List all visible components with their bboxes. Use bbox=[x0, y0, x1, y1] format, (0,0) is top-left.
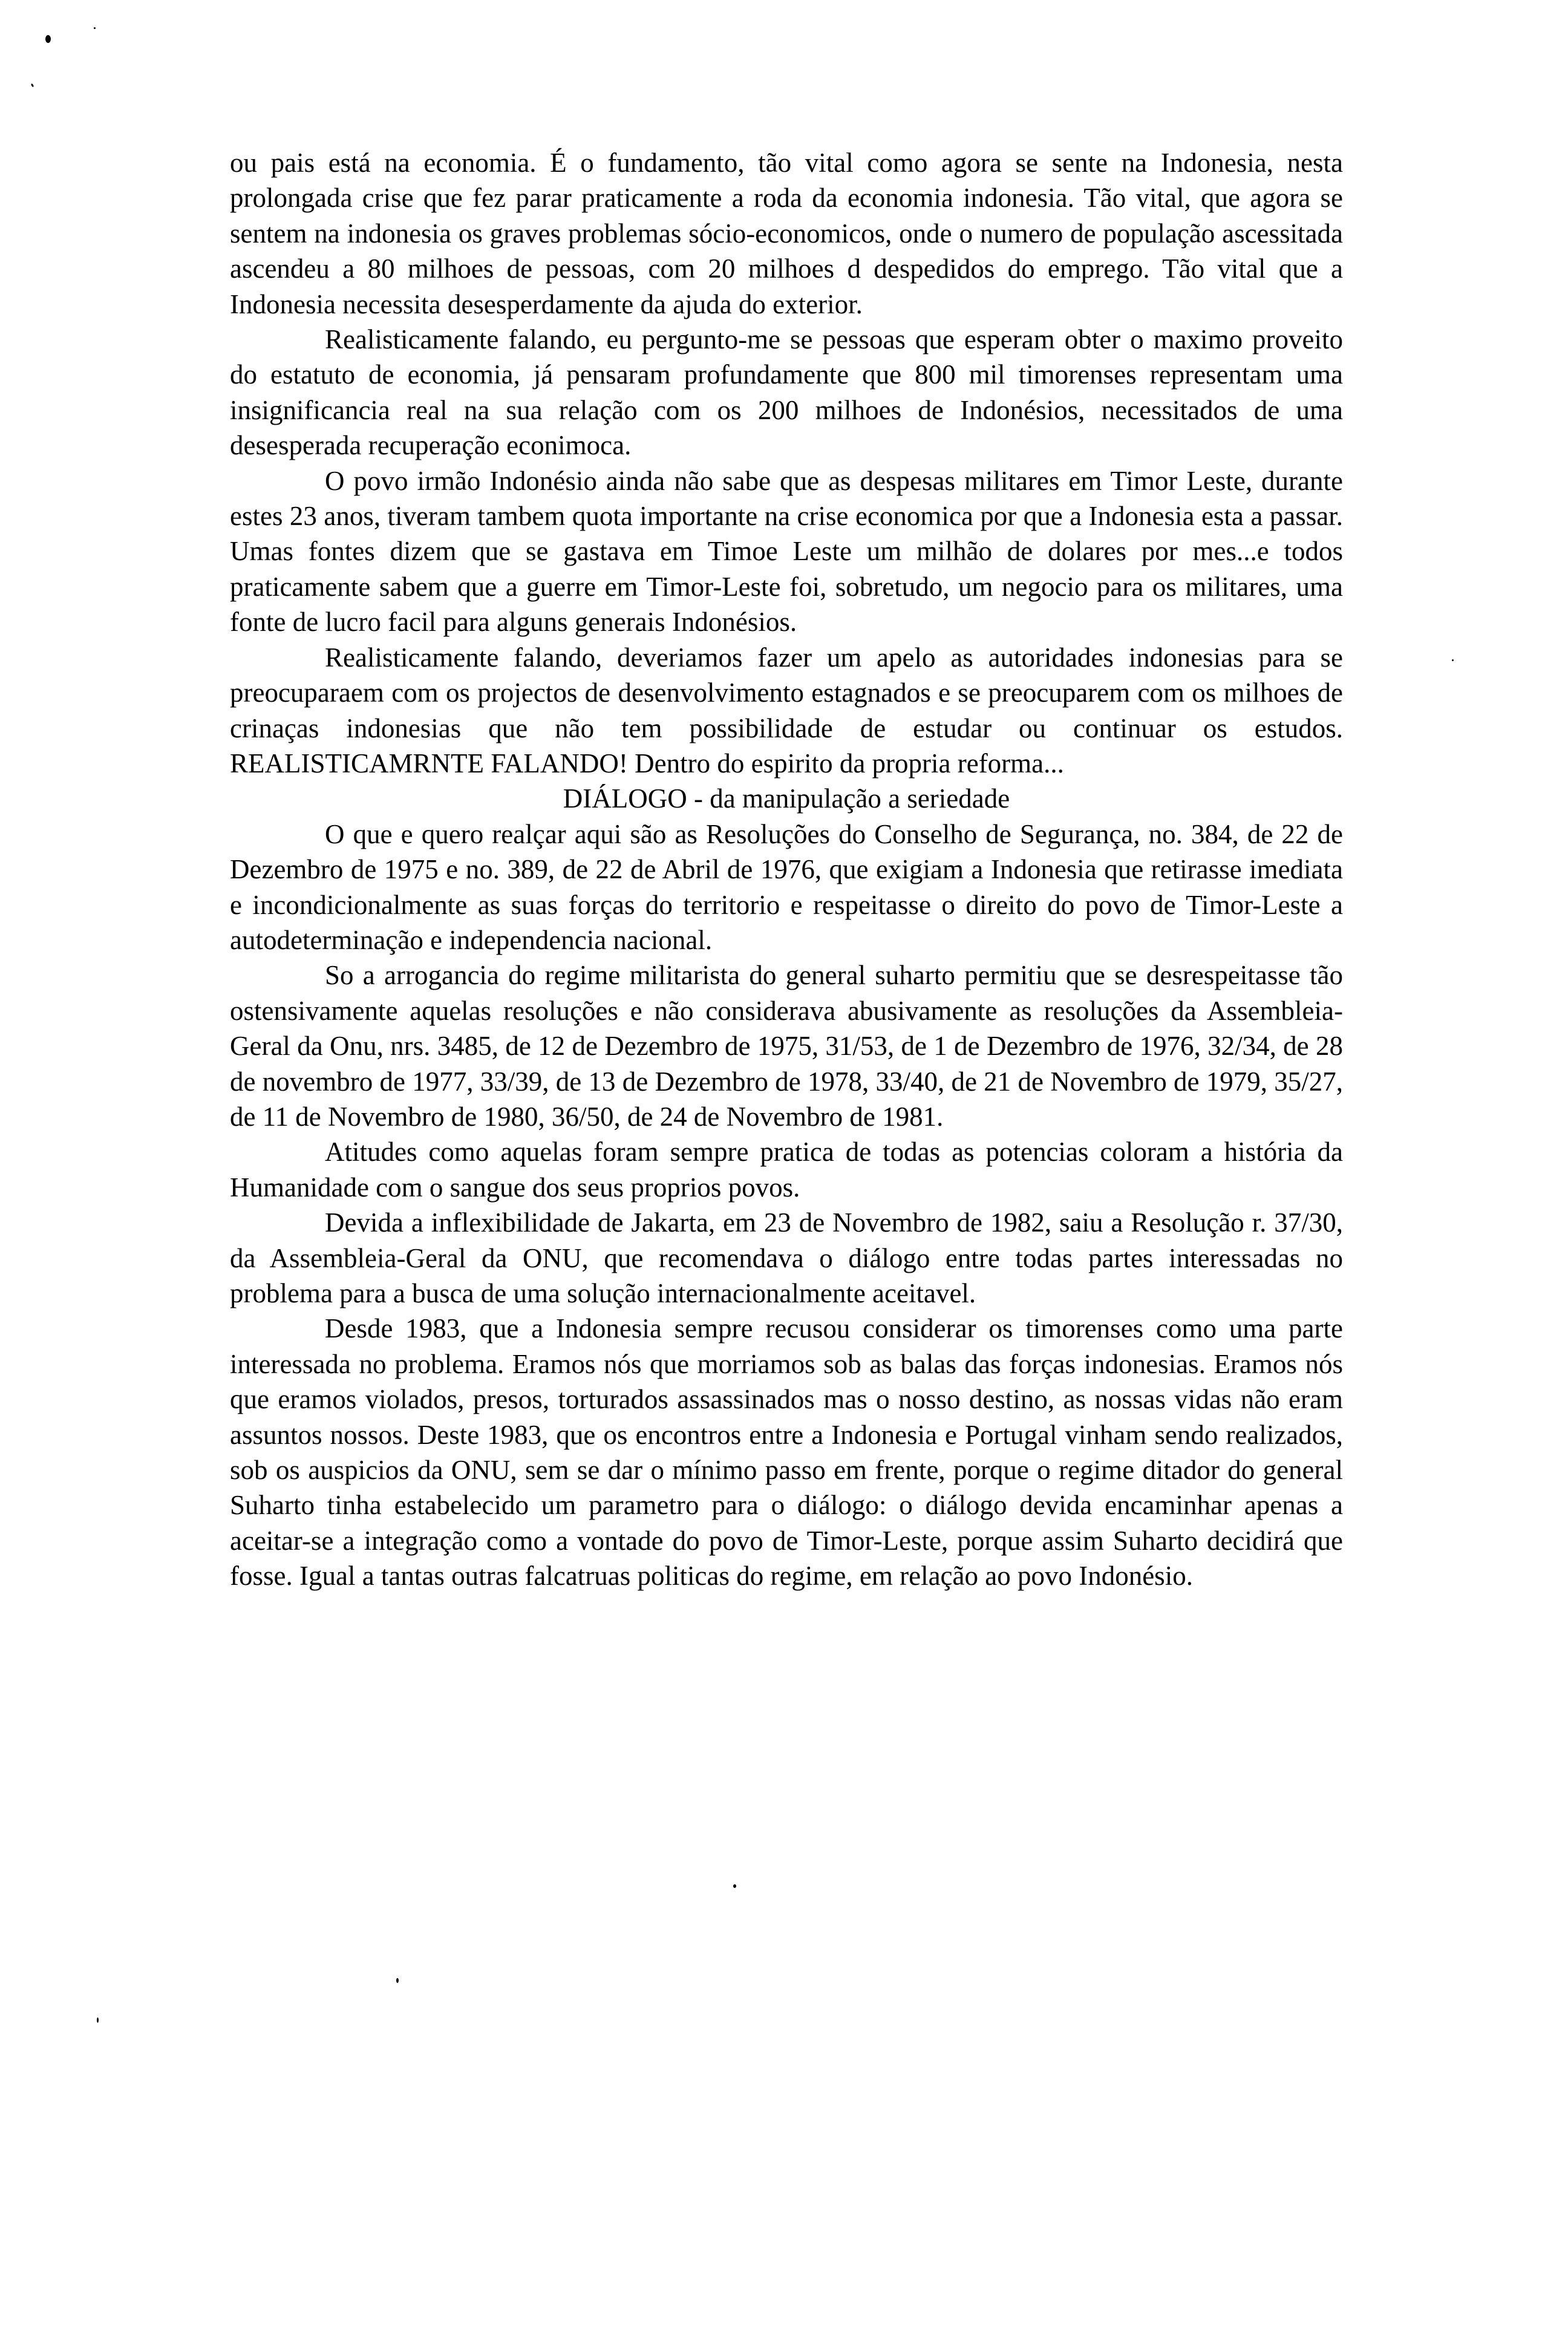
section-heading-dialogo: DIÁLOGO - da manipulação a seriedade bbox=[563, 783, 1010, 814]
paragraph-atitudes: Atitudes como aquelas foram sempre pratica de todas as potencias coloram a história da Humanidade com o sangue dos seus proprios povos. bbox=[230, 1137, 1343, 1203]
scan-speck bbox=[396, 1978, 399, 1983]
paragraph-resolucoes-conselho: O que e quero realçar aqui são as Resoluções do Conselho de Segurança, no. 384, de 22 de Dezembro de 1975 e no. 389, de 22 de Abril de 1976, que exigiam a Indonesia que retirasse imediata e incondicionalmente as suas forças do territorio e respeitasse o direito do povo de Timor-Leste a autodeterminação e independencia nacional. bbox=[230, 818, 1343, 955]
paragraph-inflexibilidade: Devida a inflexibilidade de Jakarta, em 23 de Novembro de 1982, saiu a Resolução r. 37/30, da Assembleia-Geral da ONU, que recomendava o diálogo entre todas partes interessadas no problema para a busca de uma solução internacionalmente aceitavel. bbox=[230, 1207, 1343, 1308]
paragraph-realisticamente-1: Realisticamente falando, eu pergunto-me se pessoas que esperam obter o maximo proveito do estatuto de economia, já pensaram profundamente que 800 mil timorenses representam uma insignificancia real na sua relação com os 200 milhoes de Indonésios, necessitados de uma desesperada recuperação econimoca. bbox=[230, 324, 1343, 461]
scan-speck bbox=[97, 2017, 99, 2023]
paragraph-economia: ou pais está na economia. É o fundamento, tão vital como agora se sente na Indonesia, nesta prolongada crise que fez parar praticamente a roda da economia indonesia. Tão vital, que agora se sentem na indonesia os graves problemas sócio-economicos, onde o numero de população ascessitada ascendeu a 80 milhoes de pessoas, com 20 milhoes d despedidos do emprego. Tão vital que a Indonesia necessita desesperdamente da ajuda do exterior. bbox=[230, 148, 1343, 319]
scan-speck bbox=[1452, 659, 1454, 661]
scan-speck bbox=[94, 27, 96, 29]
paragraph-desde-1983: Desde 1983, que a Indonesia sempre recusou considerar os timorenses como uma parte interessada no problema. Eramos nós que morriamos sob as balas das forças indonesias. Eramos nós que eramos violados, presos, torturados assassinados mas o nosso destino, as nossas vidas não eram assuntos nossos. Deste 1983, que os encontros entre a Indonesia e Portugal vinham sendo realizados, sob os auspicios da ONU, sem se dar o mínimo passo em frente, porque o regime ditador do general Suharto tinha estabelecido um parametro para o diálogo: o diálogo devida encaminhar apenas a aceitar-se a integração como a vontade do povo de Timor-Leste, porque assim Suharto decidirá que fosse. Igual a tantas outras falcatruas politicas do regime, em relação ao povo Indonésio. bbox=[230, 1313, 1343, 1592]
document-body bbox=[230, 145, 1343, 1594]
paragraph-realisticamente-2: Realisticamente falando, deveriamos fazer um apelo as autoridades indonesias para se preocuparaem com os projectos de desenvolvimento estagnados e se preocuparem com os milhoes de crinaças indonesias que não tem possibilidade de estudar ou continuar os estudos. REALISTICAMRNTE FALANDO! Dentro do espirito da propria reforma... bbox=[230, 642, 1343, 779]
paragraph-povo-irmao: O povo irmão Indonésio ainda não sabe que as despesas militares em Timor Leste, durante estes 23 anos, tiveram tambem quota importante na crise economica por que a Indonesia esta a passar. Umas fontes dizem que se gastava em Timoe Leste um milhão de dolares por mes...e todos praticamente sabem que a guerre em Timor-Leste foi, sobretudo, um negocio para os militares, uma fonte de lucro facil para alguns generais Indonésios. bbox=[230, 465, 1343, 638]
scan-speck bbox=[45, 35, 51, 43]
scan-speck bbox=[733, 1884, 736, 1888]
scan-speck bbox=[31, 83, 34, 88]
paragraph-arrogancia: So a arrogancia do regime militarista do general suharto permitiu que se desrespeitasse tão ostensivamente aquelas resoluções e não considerava abusivamente as resoluções da Assembleia-Geral da Onu, nrs. 3485, de 12 de Dezembro de 1975, 31/53, de 1 de Dezembro de 1976, 32/34, de 28 de novembro de 1977, 33/39, de 13 de Dezembro de 1978, 33/40, de 21 de Novembro de 1979, 35/27, de 11 de Novembro de 1980, 36/50, de 24 de Novembro de 1981. bbox=[230, 960, 1343, 1132]
